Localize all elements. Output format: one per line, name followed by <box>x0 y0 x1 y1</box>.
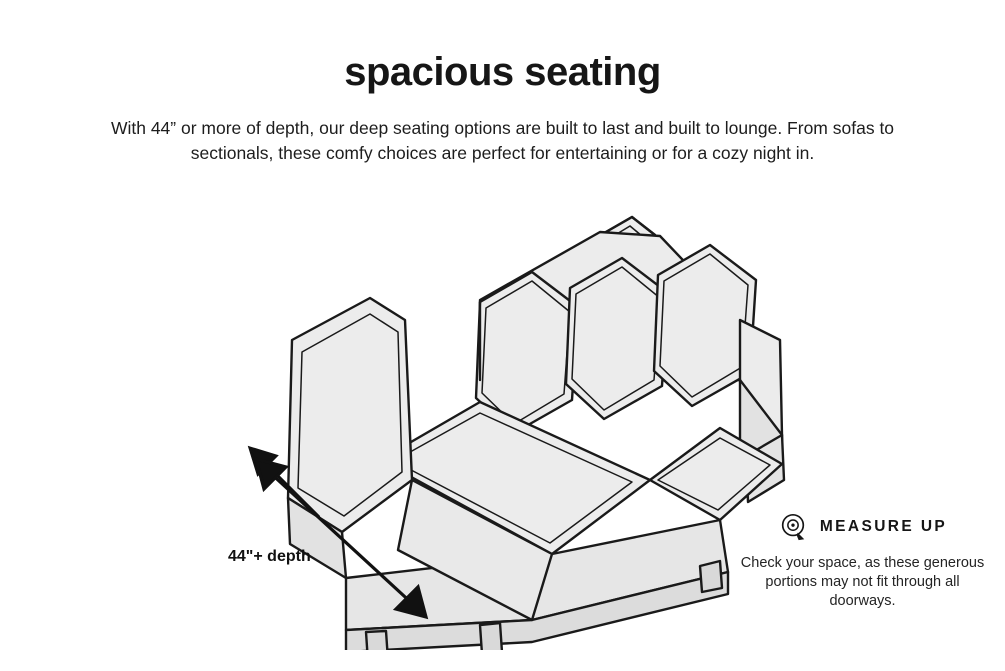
page-title: spacious seating <box>344 50 661 94</box>
tape-measure-icon <box>778 512 808 542</box>
depth-label: 44"+ depth <box>228 548 311 565</box>
measure-up-header <box>740 512 985 542</box>
page-subtitle: With 44” or more of depth, our deep seating options are built to last and built to lounge. From sofas to sectionals, these comfy choices are perfect for entertaining or for a cozy night in. <box>110 118 895 163</box>
measure-up-title: MEASURE UP <box>819 518 948 535</box>
measure-up-callout <box>740 512 985 611</box>
measure-up-body: Check your space, as these generous portions may not fit through all doorways. <box>740 555 985 609</box>
depth-arrow-line <box>250 455 430 620</box>
